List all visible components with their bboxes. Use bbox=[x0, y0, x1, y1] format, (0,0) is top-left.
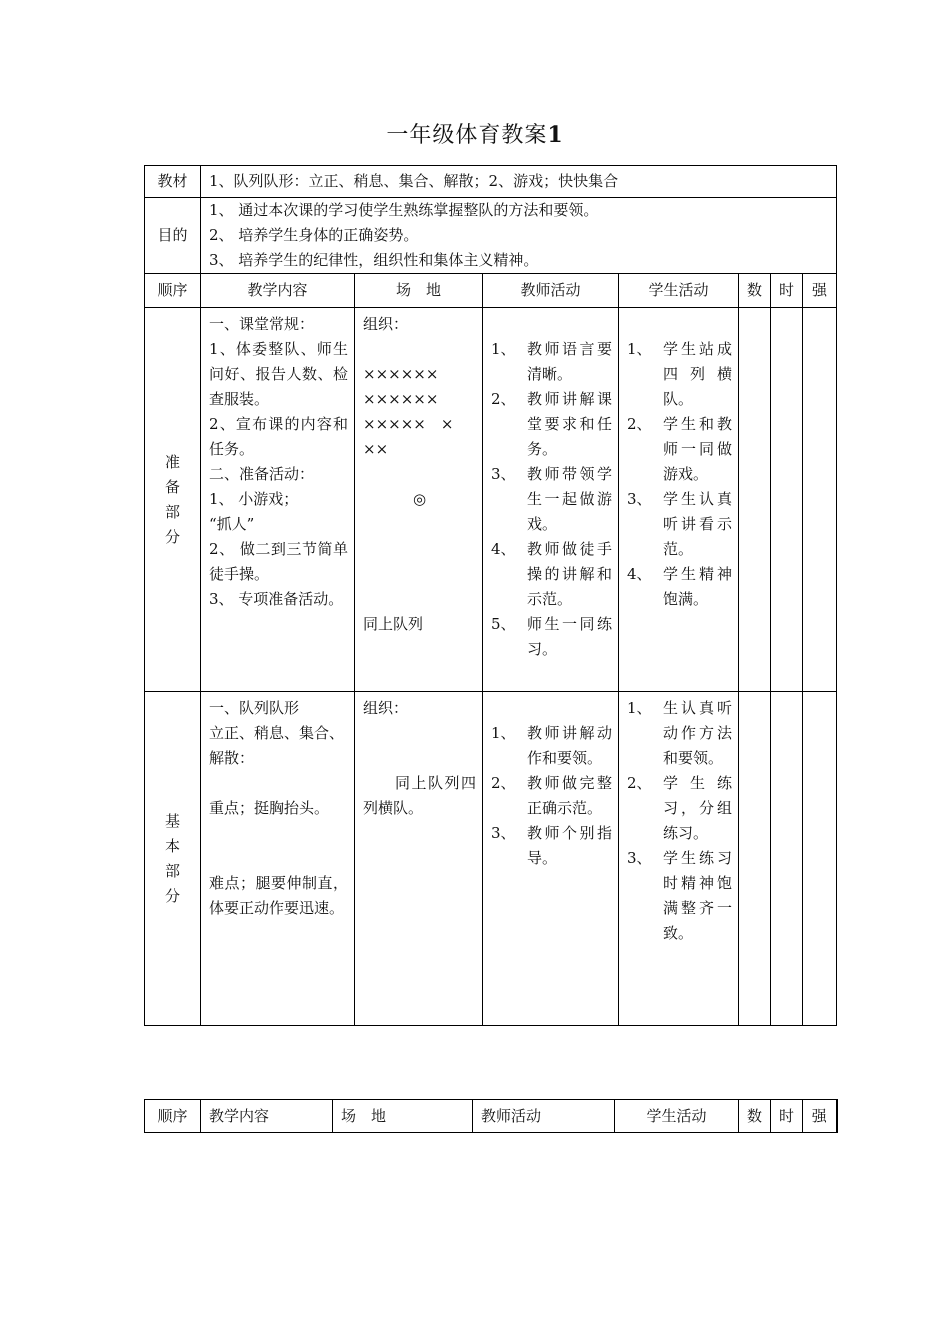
student-list bbox=[627, 337, 732, 612]
prep-intensity bbox=[803, 308, 837, 692]
header-count: 数 bbox=[739, 1100, 771, 1133]
prep-row bbox=[145, 308, 837, 692]
venue-note: 同上队列四列横队。 bbox=[363, 774, 476, 817]
list-item: 3、 教师个别指导。 bbox=[491, 824, 612, 867]
prep-teacher bbox=[483, 308, 619, 692]
header-row bbox=[145, 274, 837, 308]
purpose-row bbox=[145, 198, 837, 274]
basic-difficulty: 难点；腿要伸制直，体要正动作要迅速。 bbox=[209, 874, 348, 917]
prep-line: 1、 小游戏； bbox=[209, 490, 299, 508]
material-content: 1、队列队形：立正、稍息、集合、解散；2、游戏；快快集合 bbox=[201, 166, 837, 198]
list-item: 2、 学生和教师一同做游戏。 bbox=[627, 415, 732, 483]
basic-teacher bbox=[483, 692, 619, 1026]
page-title bbox=[0, 118, 950, 149]
list-item: 5、 师生一同练习。 bbox=[491, 615, 612, 658]
title-text: 一年级体育教案 bbox=[386, 123, 548, 148]
header-teacher: 教师活动 bbox=[483, 274, 619, 308]
list-item: 1、 教师讲解动作和要领。 bbox=[491, 724, 612, 767]
teacher-list bbox=[491, 337, 612, 662]
purpose-label: 目的 bbox=[145, 198, 201, 274]
continuation-table bbox=[144, 1099, 838, 1133]
prep-line: 二、准备活动： bbox=[209, 465, 315, 483]
venue-org: 组织： bbox=[363, 315, 409, 333]
header-venue: 场 地 bbox=[333, 1100, 473, 1133]
header-order: 顺序 bbox=[145, 1100, 201, 1133]
basic-label: 基本部分 bbox=[145, 692, 201, 1026]
student-list bbox=[627, 696, 732, 946]
list-item: 2、 教师做完整正确示范。 bbox=[491, 774, 612, 817]
basic-content bbox=[201, 692, 355, 1026]
basic-key-point: 重点；挺胸抬头。 bbox=[209, 799, 330, 817]
prep-count bbox=[739, 308, 771, 692]
header-order: 顺序 bbox=[145, 274, 201, 308]
header-venue: 场 地 bbox=[355, 274, 483, 308]
purpose-item: 2、 培养学生身体的正确姿势。 bbox=[209, 226, 419, 244]
prep-venue bbox=[355, 308, 483, 692]
material-row bbox=[145, 166, 837, 198]
header-content: 教学内容 bbox=[201, 1100, 333, 1133]
header-teacher: 教师活动 bbox=[473, 1100, 615, 1133]
list-item: 3、 学生认真听讲看示范。 bbox=[627, 490, 732, 558]
list-item: 3、 学生练习时精神饱满整齐一致。 bbox=[627, 849, 732, 942]
prep-line: 一、课堂常规： bbox=[209, 315, 315, 333]
continuation-header-row bbox=[145, 1100, 837, 1133]
prep-time bbox=[771, 308, 803, 692]
basic-time bbox=[771, 692, 803, 1026]
header-count: 数 bbox=[739, 274, 771, 308]
prep-content bbox=[201, 308, 355, 692]
basic-row bbox=[145, 692, 837, 1026]
basic-items: 立正、稍息、集合、解散： bbox=[209, 724, 345, 767]
basic-venue bbox=[355, 692, 483, 1026]
purpose-content bbox=[201, 198, 837, 274]
prep-student bbox=[619, 308, 739, 692]
material-label: 教材 bbox=[145, 166, 201, 198]
formation-row: ××××× × bbox=[363, 415, 454, 433]
purpose-item: 3、 培养学生的纪律性，组织性和集体主义精神。 bbox=[209, 251, 539, 269]
prep-line: 3、 专项准备活动。 bbox=[209, 590, 344, 608]
list-item: 1、 教师语言要清晰。 bbox=[491, 340, 612, 383]
teacher-position-symbol: ◎ bbox=[412, 490, 427, 508]
list-item: 3、 教师带领学生一起做游戏。 bbox=[491, 465, 612, 533]
header-time: 时 bbox=[771, 274, 803, 308]
list-item: 2、 教师讲解课堂要求和任务。 bbox=[491, 390, 612, 458]
list-item: 2、 学生练习，分组练习。 bbox=[627, 774, 732, 842]
prep-line: 2、 做二到三节简单徒手操。 bbox=[209, 540, 348, 583]
prep-line: 2、宣布课的内容和任务。 bbox=[209, 415, 348, 458]
header-content: 教学内容 bbox=[201, 274, 355, 308]
prep-line: 1、体委整队、师生问好、报告人数、检查服装。 bbox=[209, 340, 348, 408]
list-item: 1、 生认真听动作方法和要领。 bbox=[627, 699, 732, 767]
basic-count bbox=[739, 692, 771, 1026]
basic-student bbox=[619, 692, 739, 1026]
formation-row: ×× bbox=[363, 440, 389, 458]
lesson-plan-table bbox=[144, 165, 837, 1026]
list-item: 1、 学生站成四列横队。 bbox=[627, 340, 732, 408]
venue-org: 组织： bbox=[363, 699, 409, 717]
title-number: 1 bbox=[547, 122, 564, 148]
prep-line: “抓人” bbox=[209, 515, 255, 533]
header-intensity: 强 bbox=[803, 274, 837, 308]
list-item: 4、 学生精神饱满。 bbox=[627, 565, 732, 608]
header-time: 时 bbox=[771, 1100, 803, 1133]
list-item: 4、 教师做徒手操的讲解和示范。 bbox=[491, 540, 612, 608]
basic-intensity bbox=[803, 692, 837, 1026]
venue-note: 同上队列 bbox=[363, 615, 424, 633]
teacher-list bbox=[491, 721, 612, 871]
header-student: 学生活动 bbox=[615, 1100, 739, 1133]
header-intensity: 强 bbox=[803, 1100, 837, 1133]
header-student: 学生活动 bbox=[619, 274, 739, 308]
basic-heading: 一、队列队形 bbox=[209, 699, 300, 717]
purpose-item: 1、 通过本次课的学习使学生熟练掌握整队的方法和要领。 bbox=[209, 201, 599, 219]
formation-row: ×××××× bbox=[363, 365, 439, 383]
prep-label: 准备部分 bbox=[145, 308, 201, 692]
formation-row: ×××××× bbox=[363, 390, 439, 408]
